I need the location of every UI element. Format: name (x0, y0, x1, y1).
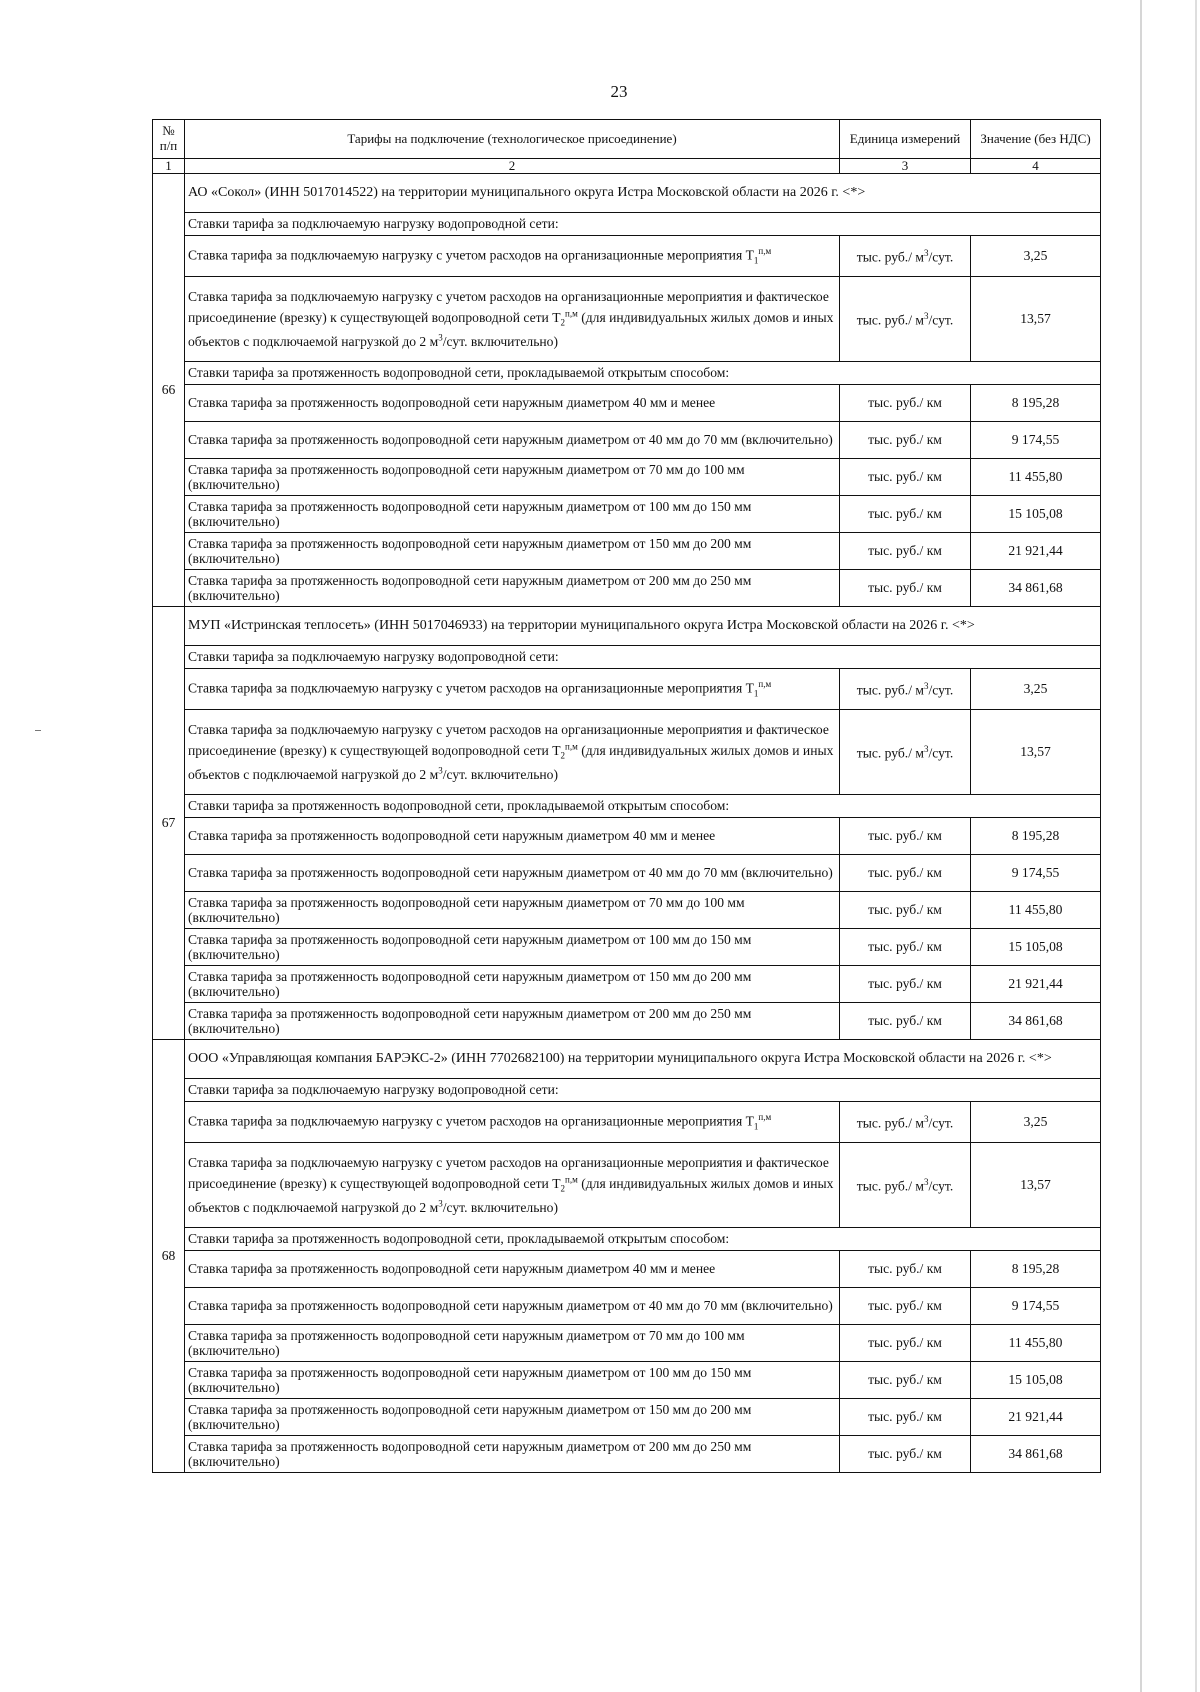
rate-text: Ставка тарифа за протяженность водопроводной сети наружным диаметром от 40 мм до 70 мм (включительно) (188, 865, 833, 881)
unit-text: тыс. руб./ км (868, 865, 942, 881)
org-title (185, 174, 1101, 213)
length-rate-row (153, 1399, 1101, 1436)
length-rate-description (185, 570, 840, 607)
rate-symbol-subscript: 2 (560, 1183, 566, 1194)
rate-row (153, 669, 1101, 710)
length-rate-value (971, 855, 1101, 892)
unit-text: тыс. руб./ км (868, 1298, 942, 1314)
rate-symbol: T (745, 1113, 754, 1129)
column-index: 2 (185, 159, 840, 174)
length-rate-row (153, 570, 1101, 607)
value-text: 11 455,80 (1008, 902, 1063, 918)
length-rate-unit (840, 1288, 971, 1325)
rate-text: Ставка тарифа за протяженность водопроводной сети наружным диаметром от 150 мм до 200 мм (включительно) (188, 1401, 752, 1432)
value-text: 34 861,68 (1008, 1446, 1063, 1462)
rate-text: Ставка тарифа за протяженность водопроводной сети наружным диаметром 40 мм и менее (188, 1261, 716, 1277)
value-text: 8 195,28 (1011, 828, 1060, 844)
length-rate-value (971, 385, 1101, 422)
length-rate-value (971, 966, 1101, 1003)
value-text: 34 861,68 (1008, 580, 1063, 596)
rate-unit (840, 236, 971, 277)
rate-row (153, 277, 1101, 362)
rate-text: Ставка тарифа за подключаемую нагрузку с учетом расходов на организационные мероприятия и фактическое присоединение (врезку) к существующей водопроводной сети (188, 289, 829, 326)
rate-description (185, 710, 840, 795)
length-rate-description (185, 966, 840, 1003)
length-rate-unit (840, 1325, 971, 1362)
unit-suffix: /сут. (928, 745, 954, 761)
rate-text: Ставка тарифа за протяженность водопроводной сети наружным диаметром от 100 мм до 150 мм (включительно) (188, 931, 752, 962)
unit-text: тыс. руб./ км (868, 469, 942, 485)
length-rate-unit (840, 496, 971, 533)
rate-value (971, 710, 1101, 795)
unit-text: тыс. руб./ км (868, 1446, 942, 1462)
org-title (185, 1040, 1101, 1079)
rate-symbol-superscript: п,м (758, 679, 772, 690)
page-number: 23 (610, 82, 628, 101)
rate-unit (840, 1143, 971, 1228)
length-rate-row (153, 892, 1101, 929)
value-text: 34 861,68 (1008, 1013, 1063, 1029)
unit-suffix: /сут. (928, 312, 954, 328)
unit-text: тыс. руб./ м (856, 682, 924, 698)
rate-text-after: (для индивидуальных жилых домов и иных объектов с подключаемой нагрузкой до 2 м (188, 1176, 834, 1215)
rate-text: Ставка тарифа за подключаемую нагрузку с учетом расходов на организационные мероприятия и фактическое присоединение (врезку) к существующей водопроводной сети (188, 722, 829, 759)
rate-text: Ставка тарифа за протяженность водопроводной сети наружным диаметром от 40 мм до 70 мм (включительно) (188, 432, 833, 448)
rate-text: Ставка тарифа за протяженность водопроводной сети наружным диаметром от 200 мм до 250 мм (включительно) (188, 572, 752, 603)
length-rate-description (185, 385, 840, 422)
length-rate-description (185, 1003, 840, 1040)
value-text: 21 921,44 (1008, 976, 1063, 992)
rate-symbol-subscript: 1 (753, 688, 759, 699)
length-rate-row (153, 818, 1101, 855)
org-number (153, 174, 185, 607)
section-row (153, 1228, 1101, 1251)
rate-text: Ставка тарифа за подключаемую нагрузку с учетом расходов на организационные мероприятия (188, 1113, 743, 1129)
length-rate-value (971, 422, 1101, 459)
rate-value (971, 669, 1101, 710)
length-rate-value (971, 1003, 1101, 1040)
section-length-title (185, 1228, 1101, 1251)
unit-exponent: 3 (923, 247, 929, 258)
rate-text-end: /сут. включительно) (442, 766, 558, 782)
value-text: 13,57 (1020, 311, 1051, 327)
section-row (153, 795, 1101, 818)
column-index: 4 (971, 159, 1101, 174)
section-load-title (185, 213, 1101, 236)
header-value: Значение (без НДС) (971, 120, 1101, 159)
section-title-text: Ставки тарифа за подключаемую нагрузку водопроводной сети: (188, 216, 559, 232)
unit-text: тыс. руб./ км (868, 976, 942, 992)
length-rate-row (153, 459, 1101, 496)
rate-row (153, 236, 1101, 277)
rate-description (185, 277, 840, 362)
table-body (153, 174, 1101, 1473)
org-row (153, 174, 1101, 213)
unit-exponent: 3 (923, 680, 929, 691)
org-number-text: 68 (161, 1248, 176, 1264)
length-rate-row (153, 1003, 1101, 1040)
unit-text: тыс. руб./ км (868, 1335, 942, 1351)
rate-unit (840, 710, 971, 795)
length-rate-description (185, 1362, 840, 1399)
rate-symbol-superscript: п,м (758, 1112, 772, 1123)
rate-row (153, 1143, 1101, 1228)
value-text: 15 105,08 (1008, 1372, 1063, 1388)
rate-symbol-subscript: 1 (753, 1121, 759, 1132)
length-rate-description (185, 892, 840, 929)
unit-text: тыс. руб./ км (868, 1409, 942, 1425)
rate-symbol-superscript: п,м (565, 741, 578, 752)
section-length-title (185, 795, 1101, 818)
length-rate-unit (840, 1003, 971, 1040)
rate-symbol: T (552, 1176, 561, 1192)
rate-text: Ставка тарифа за протяженность водопроводной сети наружным диаметром от 200 мм до 250 мм (включительно) (188, 1005, 752, 1036)
length-rate-description (185, 818, 840, 855)
value-text: 11 455,80 (1008, 469, 1063, 485)
section-title-text: Ставки тарифа за протяженность водопроводной сети, прокладываемой открытым способом: (188, 1231, 730, 1247)
rate-exponent: 3 (438, 765, 443, 776)
rate-symbol-superscript: п,м (758, 246, 772, 257)
rate-text: Ставка тарифа за подключаемую нагрузку с учетом расходов на организационные мероприятия (188, 680, 743, 696)
length-rate-description (185, 1288, 840, 1325)
length-rate-description (185, 422, 840, 459)
length-rate-value (971, 1288, 1101, 1325)
section-row (153, 213, 1101, 236)
unit-text: тыс. руб./ км (868, 580, 942, 596)
rate-unit (840, 277, 971, 362)
length-rate-value (971, 496, 1101, 533)
header-num: № п/п (153, 120, 185, 159)
rate-text: Ставка тарифа за протяженность водопроводной сети наружным диаметром от 100 мм до 150 мм (включительно) (188, 498, 752, 529)
unit-suffix: /сут. (928, 1178, 954, 1194)
length-rate-row (153, 1251, 1101, 1288)
length-rate-row (153, 1436, 1101, 1473)
length-rate-row (153, 855, 1101, 892)
unit-text: тыс. руб./ м (856, 1178, 924, 1194)
section-length-title (185, 362, 1101, 385)
unit-text: тыс. руб./ км (868, 828, 942, 844)
rate-text: Ставка тарифа за протяженность водопроводной сети наружным диаметром от 40 мм до 70 мм (включительно) (188, 1298, 833, 1314)
value-text: 3,25 (1023, 1114, 1048, 1130)
rate-unit (840, 669, 971, 710)
length-rate-row (153, 496, 1101, 533)
rate-text: Ставка тарифа за протяженность водопроводной сети наружным диаметром от 200 мм до 250 мм (включительно) (188, 1438, 752, 1469)
unit-exponent: 3 (923, 743, 929, 754)
length-rate-description (185, 1325, 840, 1362)
rate-symbol-subscript: 2 (560, 317, 566, 328)
unit-exponent: 3 (923, 1176, 929, 1187)
rate-symbol: T (552, 743, 561, 759)
length-rate-description (185, 459, 840, 496)
length-rate-value (971, 1251, 1101, 1288)
length-rate-row (153, 1288, 1101, 1325)
org-number-text: 66 (161, 382, 176, 398)
unit-text: тыс. руб./ м (856, 1115, 924, 1131)
column-index-row (153, 159, 1101, 174)
rate-text: Ставка тарифа за протяженность водопроводной сети наружным диаметром от 150 мм до 200 мм (включительно) (188, 535, 752, 566)
length-rate-description (185, 496, 840, 533)
unit-text: тыс. руб./ км (868, 506, 942, 522)
section-row (153, 362, 1101, 385)
column-index: 3 (840, 159, 971, 174)
length-rate-value (971, 1436, 1101, 1473)
scan-edge-line (1195, 0, 1197, 1692)
org-title-text: МУП «Истринская теплосеть» (ИНН 5017046933) на территории муниципального округа Истра Московской области на 2026 г. <*> (188, 618, 975, 634)
rate-text: Ставка тарифа за протяженность водопроводной сети наружным диаметром от 70 мм до 100 мм (включительно) (188, 461, 745, 492)
org-title-text: АО «Сокол» (ИНН 5017014522) на территории муниципального округа Истра Московской области на 2026 г. <*> (188, 185, 866, 201)
value-text: 9 174,55 (1011, 865, 1060, 881)
section-title-text: Ставки тарифа за протяженность водопроводной сети, прокладываемой открытым способом: (188, 365, 730, 381)
value-text: 9 174,55 (1011, 1298, 1060, 1314)
length-rate-value (971, 570, 1101, 607)
length-rate-unit (840, 1436, 971, 1473)
rate-description (185, 1143, 840, 1228)
rate-exponent: 3 (438, 1198, 443, 1209)
rate-text: Ставка тарифа за протяженность водопроводной сети наружным диаметром от 70 мм до 100 мм (включительно) (188, 1327, 745, 1358)
rate-text: Ставка тарифа за подключаемую нагрузку с учетом расходов на организационные мероприятия (188, 247, 743, 263)
length-rate-unit (840, 533, 971, 570)
rate-text: Ставка тарифа за подключаемую нагрузку с учетом расходов на организационные мероприятия и фактическое присоединение (врезку) к существующей водопроводной сети (188, 1155, 829, 1192)
length-rate-description (185, 1436, 840, 1473)
value-text: 3,25 (1023, 681, 1048, 697)
value-text: 21 921,44 (1008, 543, 1063, 559)
length-rate-unit (840, 459, 971, 496)
rate-description (185, 236, 840, 277)
length-rate-unit (840, 1399, 971, 1436)
value-text: 8 195,28 (1011, 395, 1060, 411)
length-rate-row (153, 385, 1101, 422)
section-load-title (185, 646, 1101, 669)
value-text: 21 921,44 (1008, 1409, 1063, 1425)
length-rate-unit (840, 1362, 971, 1399)
org-title (185, 607, 1101, 646)
rate-text: Ставка тарифа за протяженность водопроводной сети наружным диаметром 40 мм и менее (188, 395, 716, 411)
tariff-table (152, 119, 1101, 1473)
rate-text: Ставка тарифа за протяженность водопроводной сети наружным диаметром от 150 мм до 200 мм (включительно) (188, 968, 752, 999)
length-rate-unit (840, 818, 971, 855)
length-rate-value (971, 459, 1101, 496)
rate-symbol-subscript: 1 (753, 255, 759, 266)
length-rate-value (971, 1362, 1101, 1399)
section-row (153, 1079, 1101, 1102)
value-text: 15 105,08 (1008, 506, 1063, 522)
column-index: 1 (153, 159, 185, 174)
rate-text-after: (для индивидуальных жилых домов и иных объектов с подключаемой нагрузкой до 2 м (188, 310, 834, 349)
length-rate-unit (840, 385, 971, 422)
rate-text-after: (для индивидуальных жилых домов и иных объектов с подключаемой нагрузкой до 2 м (188, 743, 834, 782)
length-rate-unit (840, 422, 971, 459)
rate-text-end: /сут. включительно) (442, 333, 558, 349)
length-rate-row (153, 1362, 1101, 1399)
length-rate-unit (840, 966, 971, 1003)
value-text: 9 174,55 (1011, 432, 1060, 448)
value-text: 13,57 (1020, 1177, 1051, 1193)
unit-text: тыс. руб./ м (856, 745, 924, 761)
org-row (153, 607, 1101, 646)
rate-exponent: 3 (438, 332, 443, 343)
unit-text: тыс. руб./ м (856, 312, 924, 328)
rate-description (185, 1102, 840, 1143)
section-title-text: Ставки тарифа за подключаемую нагрузку водопроводной сети: (188, 649, 559, 665)
scan-edge-line (1140, 0, 1142, 1692)
unit-text: тыс. руб./ км (868, 432, 942, 448)
rate-value (971, 1143, 1101, 1228)
rate-text: Ставка тарифа за протяженность водопроводной сети наружным диаметром от 100 мм до 150 мм (включительно) (188, 1364, 752, 1395)
table-header-row (153, 120, 1101, 159)
rate-text-end: /сут. включительно) (442, 1199, 558, 1215)
rate-row (153, 710, 1101, 795)
scan-mark (35, 730, 41, 731)
rate-symbol-superscript: п,м (565, 1174, 578, 1185)
unit-text: тыс. руб./ км (868, 1013, 942, 1029)
length-rate-unit (840, 570, 971, 607)
value-text: 3,25 (1023, 248, 1048, 264)
length-rate-description (185, 1251, 840, 1288)
rate-symbol-superscript: п,м (565, 308, 578, 319)
unit-text: тыс. руб./ км (868, 543, 942, 559)
section-title-text: Ставки тарифа за протяженность водопроводной сети, прокладываемой открытым способом: (188, 798, 730, 814)
section-title-text: Ставки тарифа за подключаемую нагрузку водопроводной сети: (188, 1082, 559, 1098)
length-rate-description (185, 855, 840, 892)
rate-symbol: T (552, 310, 561, 326)
org-number (153, 1040, 185, 1473)
section-row (153, 646, 1101, 669)
rate-value (971, 1102, 1101, 1143)
rate-unit (840, 1102, 971, 1143)
unit-suffix: /сут. (928, 682, 954, 698)
length-rate-row (153, 929, 1101, 966)
header-name: Тарифы на подключение (технологическое присоединение) (185, 120, 840, 159)
header-unit: Единица измерений (840, 120, 971, 159)
unit-exponent: 3 (923, 310, 929, 321)
length-rate-value (971, 533, 1101, 570)
unit-text: тыс. руб./ км (868, 395, 942, 411)
rate-row (153, 1102, 1101, 1143)
length-rate-description (185, 533, 840, 570)
length-rate-unit (840, 855, 971, 892)
org-number-text: 67 (161, 815, 176, 831)
rate-text: Ставка тарифа за протяженность водопроводной сети наружным диаметром 40 мм и менее (188, 828, 716, 844)
org-number (153, 607, 185, 1040)
section-load-title (185, 1079, 1101, 1102)
length-rate-unit (840, 892, 971, 929)
rate-symbol: T (745, 680, 754, 696)
length-rate-value (971, 929, 1101, 966)
rate-description (185, 669, 840, 710)
rate-symbol: T (745, 247, 754, 263)
length-rate-row (153, 533, 1101, 570)
length-rate-value (971, 1325, 1101, 1362)
length-rate-value (971, 818, 1101, 855)
org-row (153, 1040, 1101, 1079)
rate-value (971, 277, 1101, 362)
value-text: 8 195,28 (1011, 1261, 1060, 1277)
value-text: 13,57 (1020, 744, 1051, 760)
length-rate-description (185, 1399, 840, 1436)
rate-text: Ставка тарифа за протяженность водопроводной сети наружным диаметром от 70 мм до 100 мм (включительно) (188, 894, 745, 925)
unit-text: тыс. руб./ км (868, 902, 942, 918)
unit-text: тыс. руб./ км (868, 939, 942, 955)
length-rate-value (971, 1399, 1101, 1436)
length-rate-unit (840, 1251, 971, 1288)
length-rate-row (153, 966, 1101, 1003)
rate-symbol-subscript: 2 (560, 750, 566, 761)
unit-exponent: 3 (923, 1113, 929, 1124)
unit-text: тыс. руб./ км (868, 1261, 942, 1277)
length-rate-value (971, 892, 1101, 929)
unit-text: тыс. руб./ км (868, 1372, 942, 1388)
length-rate-unit (840, 929, 971, 966)
length-rate-description (185, 929, 840, 966)
rate-value (971, 236, 1101, 277)
length-rate-row (153, 1325, 1101, 1362)
length-rate-row (153, 422, 1101, 459)
value-text: 15 105,08 (1008, 939, 1063, 955)
unit-suffix: /сут. (928, 249, 954, 265)
value-text: 11 455,80 (1008, 1335, 1063, 1351)
unit-text: тыс. руб./ м (856, 249, 924, 265)
org-title-text: ООО «Управляющая компания БАРЭКС-2» (ИНН 7702682100) на территории муниципального округа Истра Московской области на 2026 г. <*> (188, 1051, 1052, 1067)
unit-suffix: /сут. (928, 1115, 954, 1131)
